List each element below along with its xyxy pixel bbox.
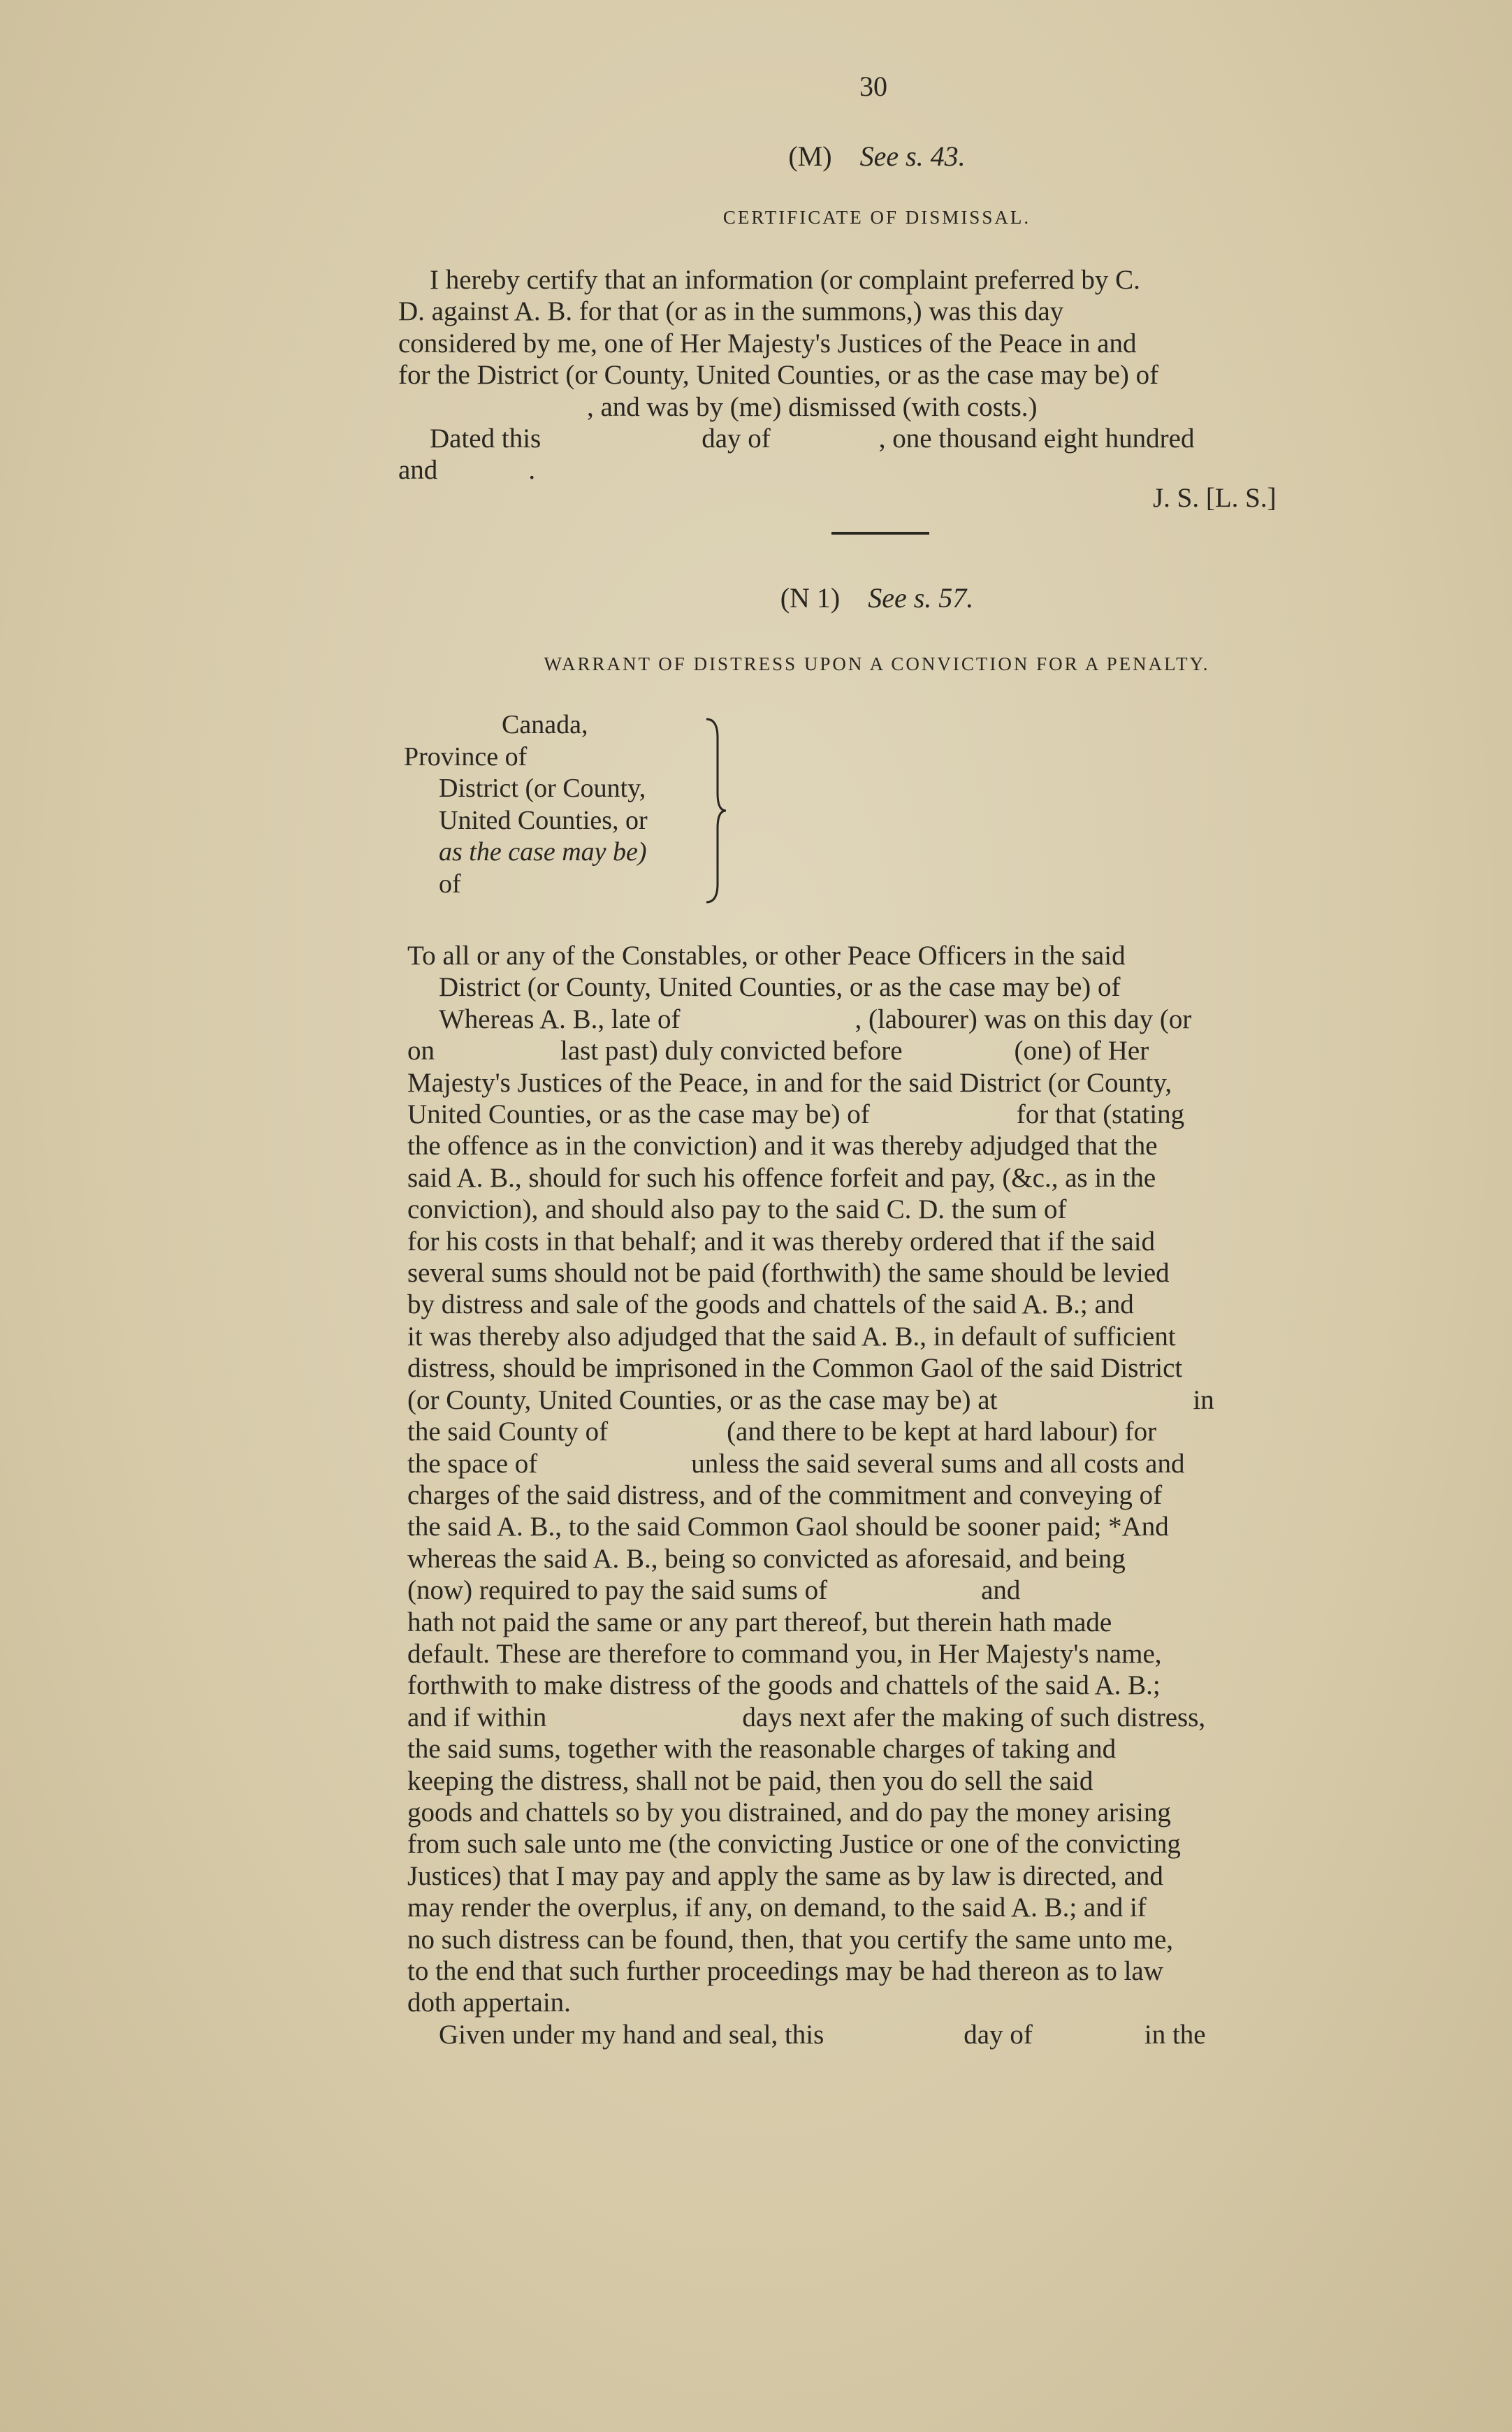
warrant-line: charges of the said distress, and of the commitment and conveying of (407, 1479, 1163, 1510)
caption-line: of (439, 869, 461, 899)
form-n1-label: (N 1) (780, 582, 841, 614)
section-divider (831, 532, 929, 535)
text-run: day of (964, 2019, 1033, 2050)
curly-brace-icon (702, 716, 730, 905)
form-m-body (398, 264, 1355, 486)
and-word: and (398, 455, 438, 486)
dated-part: day of (702, 424, 771, 454)
text-run: (now) required to pay the said sums of (407, 1575, 828, 1606)
form-m-label: (M) (788, 140, 832, 172)
caption-line: as the case may be) (439, 837, 647, 867)
warrant-line: to the end that such further proceedings may be had thereon as to law (407, 1956, 1163, 1986)
text-run: (one) of Her (1014, 1036, 1149, 1066)
warrant-line: Justices) that I may pay and apply the same as by law is directed, and (407, 1860, 1163, 1891)
warrant-line: distress, should be imprisoned in the Common Gaol of the said District (407, 1353, 1183, 1384)
warrant-line: the said A. B., to the said Common Gaol should be sooner paid; *And (407, 1512, 1169, 1542)
form-n1-heading (398, 581, 1355, 614)
form-m-line: I hereby certify that an information (or complaint preferred by C. (430, 265, 1140, 295)
warrant-line: doth appertain. (407, 1988, 571, 2018)
form-n1-ref: See s. 57. (868, 582, 974, 614)
warrant-line: the offence as in the conviction) and it was thereby adjudged that the (407, 1131, 1158, 1161)
text-run: in the (1144, 2019, 1206, 2050)
text-run: and (981, 1575, 1021, 1606)
warrant-line: District (or County, United Counties, or as the case may be) of (439, 972, 1121, 1003)
venue-caption (404, 709, 648, 900)
warrant-line: default. These are therefore to command you, in Her Majesty's name, (407, 1638, 1162, 1669)
warrant-line (407, 1702, 1355, 1733)
warrant-line (407, 1448, 1355, 1479)
text-run: (and there to be kept at hard labour) for (727, 1417, 1157, 1447)
and-dot: . (528, 455, 536, 486)
text-run: Given under my hand and seal, this (439, 2019, 824, 2050)
warrant-line: the said sums, together with the reasonable charges of taking and (407, 1734, 1117, 1765)
warrant-line: forthwith to make distress of the goods and chattels of the said A. B.; (407, 1670, 1161, 1701)
text-run: in (1193, 1384, 1214, 1415)
text-run: days next afer the making of such distress, (742, 1702, 1206, 1732)
warrant-line: for his costs in that behalf; and it was thereby ordered that if the said (407, 1226, 1156, 1257)
warrant-line: may render the overplus, if any, on demand, to the said A. B.; and if (407, 1892, 1147, 1923)
warrant-line: goods and chattels so by you distrained, and do pay the money arising (407, 1797, 1171, 1827)
text-run: on (407, 1036, 435, 1066)
form-m-line: for the District (or County, United Counties, or as the case may be) of (398, 360, 1159, 391)
warrant-line: from such sale unto me (the convicting Justice or one of the convicting (407, 1829, 1181, 1860)
warrant-line (407, 1416, 1355, 1447)
signature: J. S. [L. S.] (1153, 483, 1277, 513)
warrant-line: Majesty's Justices of the Peace, in and for the said District (or County, (407, 1067, 1172, 1098)
warrant-line: no such distress can be found, then, that you certify the same unto me, (407, 1924, 1174, 1955)
form-m-dated (398, 423, 1355, 454)
form-m-line: , and was by (me) dismissed (with costs.) (587, 391, 1038, 422)
text-run: the said County of (407, 1417, 609, 1447)
text-run: the space of (407, 1448, 538, 1479)
text-run: for that (stating (1016, 1099, 1185, 1130)
warrant-line: whereas the said A. B., being so convicted as aforesaid, and being (407, 1543, 1126, 1574)
warrant-line: said A. B., should for such his offence forfeit and pay, (&c., as in the (407, 1162, 1156, 1193)
caption-line: Province of (404, 741, 528, 772)
text-run: United Counties, or as the case may be) of (407, 1099, 870, 1130)
text-run: last past) duly convicted before (560, 1036, 903, 1066)
text-run: , (labourer) was on this day (or (855, 1004, 1192, 1034)
caption-line: Canada, (502, 710, 588, 739)
dated-part: , one thousand eight hundred (878, 424, 1195, 454)
form-m-title: CERTIFICATE OF DISMISSAL. (722, 207, 1031, 228)
form-m-line: D. against A. B. for that (or as in the summons,) was this day (398, 296, 1064, 327)
warrant-body (407, 940, 1355, 2050)
caption-line: District (or County, (439, 774, 646, 803)
warrant-line (407, 1004, 1355, 1035)
warrant-line: To all or any of the Constables, or other Peace Officers in the said (407, 941, 1126, 971)
warrant-line (407, 1384, 1355, 1416)
dated-part: Dated this (430, 424, 541, 454)
warrant-line: keeping the distress, shall not be paid, then you do sell the said (407, 1765, 1093, 1796)
warrant-line (407, 1099, 1355, 1130)
text-run: Whereas A. B., late of (439, 1004, 681, 1034)
warrant-line (407, 2019, 1355, 2050)
text-run: (or County, United Counties, or as the case may be) at (407, 1384, 998, 1415)
form-m-heading (398, 140, 1355, 173)
text-run: and if within (407, 1702, 547, 1732)
form-m-line: considered by me, one of Her Majesty's Justices of the Peace in and (398, 328, 1137, 359)
warrant-line: conviction), and should also pay to the said C. D. the sum of (407, 1194, 1067, 1225)
form-n1-title: WARRANT OF DISTRESS UPON A CONVICTION FOR A PENALTY. (544, 653, 1210, 674)
warrant-line (407, 1035, 1355, 1066)
warrant-line: hath not paid the same or any part thereof, but therein hath made (407, 1607, 1112, 1637)
page-number: 30 (859, 71, 887, 102)
caption-line: United Counties, or (439, 805, 648, 835)
warrant-line: by distress and sale of the goods and chattels of the said A. B.; and (407, 1289, 1134, 1320)
warrant-line: several sums should not be paid (forthwith) the same should be levied (407, 1258, 1170, 1289)
warrant-line (407, 1575, 1355, 1606)
warrant-line: it was thereby also adjudged that the said A. B., in default of sufficient (407, 1321, 1176, 1352)
text-run: unless the said several sums and all costs and (691, 1448, 1185, 1479)
form-m-ref: See s. 43. (859, 140, 966, 172)
